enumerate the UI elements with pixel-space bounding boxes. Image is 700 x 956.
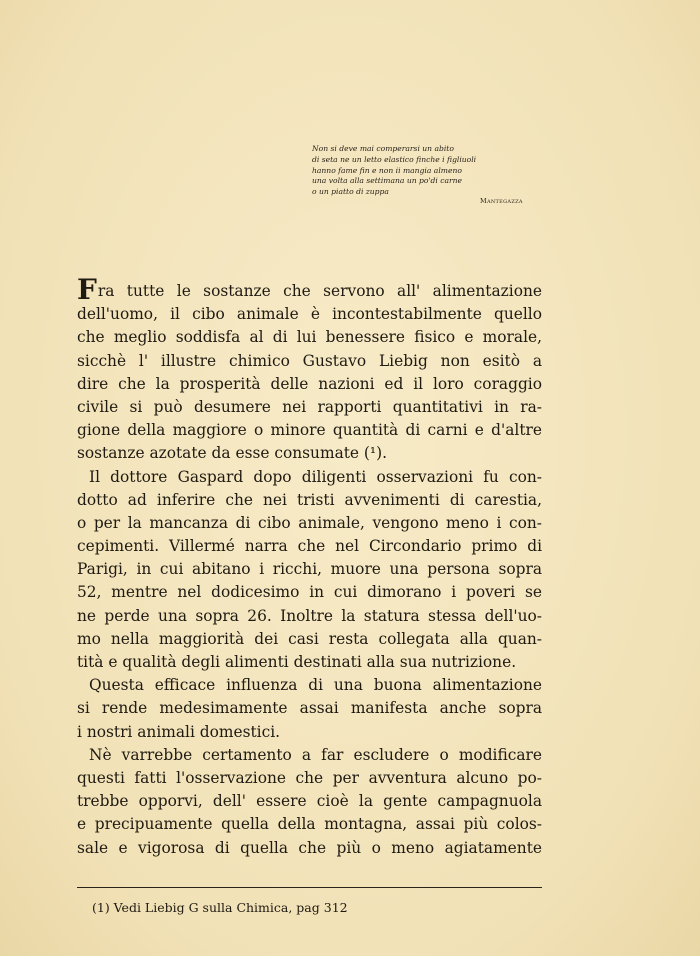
epigraph-author: Mantegazza [480,197,523,205]
text-line: mo nella maggiorità dei casi resta collegata alla quan- [77,629,542,648]
epigraph-line: o un piatto di zuppa [312,187,389,197]
footnote-divider [77,887,542,888]
text-line [77,273,542,306]
text-line: i nostri animali domestici. [77,722,281,741]
text-line: dotto ad inferire che nei tristi avvenimenti di carestia, [77,490,542,509]
text-line: Il dottore Gaspard dopo diligenti osservazioni fu con- [89,467,542,486]
text-line: sicchè l' illustre chimico Gustavo Liebig non esitò a [77,351,542,370]
text-line: dire che la prosperità delle nazioni ed il loro coraggio [77,374,542,393]
text-line: tità e qualità degli alimenti destinati alla sua nutrizione. [77,653,517,671]
text-line: sostanze azotate da esse consumate (¹). [77,444,387,463]
epigraph-line: una volta alla settimana un po'di carne [312,176,463,186]
epigraph-line: hanno fame fin e non ii mangia almeno [312,165,462,175]
text-line: o per la mancanza di cibo animale, vengono meno i con- [77,513,542,532]
epigraph-line: Non si deve mai comperarsi un abito [312,144,454,153]
text-line: Parigi, in cui abitano i ricchi, muore una persona sopra [77,560,542,579]
text-line-content: ra tutte le sostanze che servono all' alimentazione [97,282,542,300]
text-line: 52, mentre nel dodicesimo in cui dimorano i poveri se [77,583,542,602]
text-line: questi fatti l'osservazione che per avventura alcuno po- [77,768,542,787]
text-line: gione della maggiore o minore quantità di carni e d'altre [77,421,542,440]
text-line: sale e vigorosa di quella che più o meno agiatamente [77,838,542,857]
text-line: cepimenti. Villermé narra che nel Circondario primo di [77,537,542,556]
text-line: civile si può desumere nei rapporti quantitativi in ra- [77,397,542,416]
text-line: che meglio soddisfa al di lui benessere fisico e morale, [77,328,542,347]
text-line: e precipuamente quella della montagna, assai più colos- [77,815,542,834]
text-line: si rende medesimamente assai manifesta anche sopra [77,699,542,718]
text-line: ne perde una sopra 26. Inoltre la statura stessa dell'uo- [77,606,542,625]
epigraph [312,144,574,198]
body-text [77,273,542,860]
drop-cap: F [77,273,97,306]
footnote: (1) Vedi Liebig G sulla Chimica, pag 312 [92,900,348,915]
epigraph-line: di seta ne un letto elastico finche i figliuoli [312,154,477,164]
text-line: dell'uomo, il cibo animale è incontestabilmente quello [77,305,542,324]
text-line: Nè varrebbe certamento a far escludere o modificare [89,745,542,764]
text-line: Questa efficace influenza di una buona alimentazione [89,676,542,695]
text-line: trebbe opporvi, dell' essere cioè la gente campagnuola [77,792,542,811]
